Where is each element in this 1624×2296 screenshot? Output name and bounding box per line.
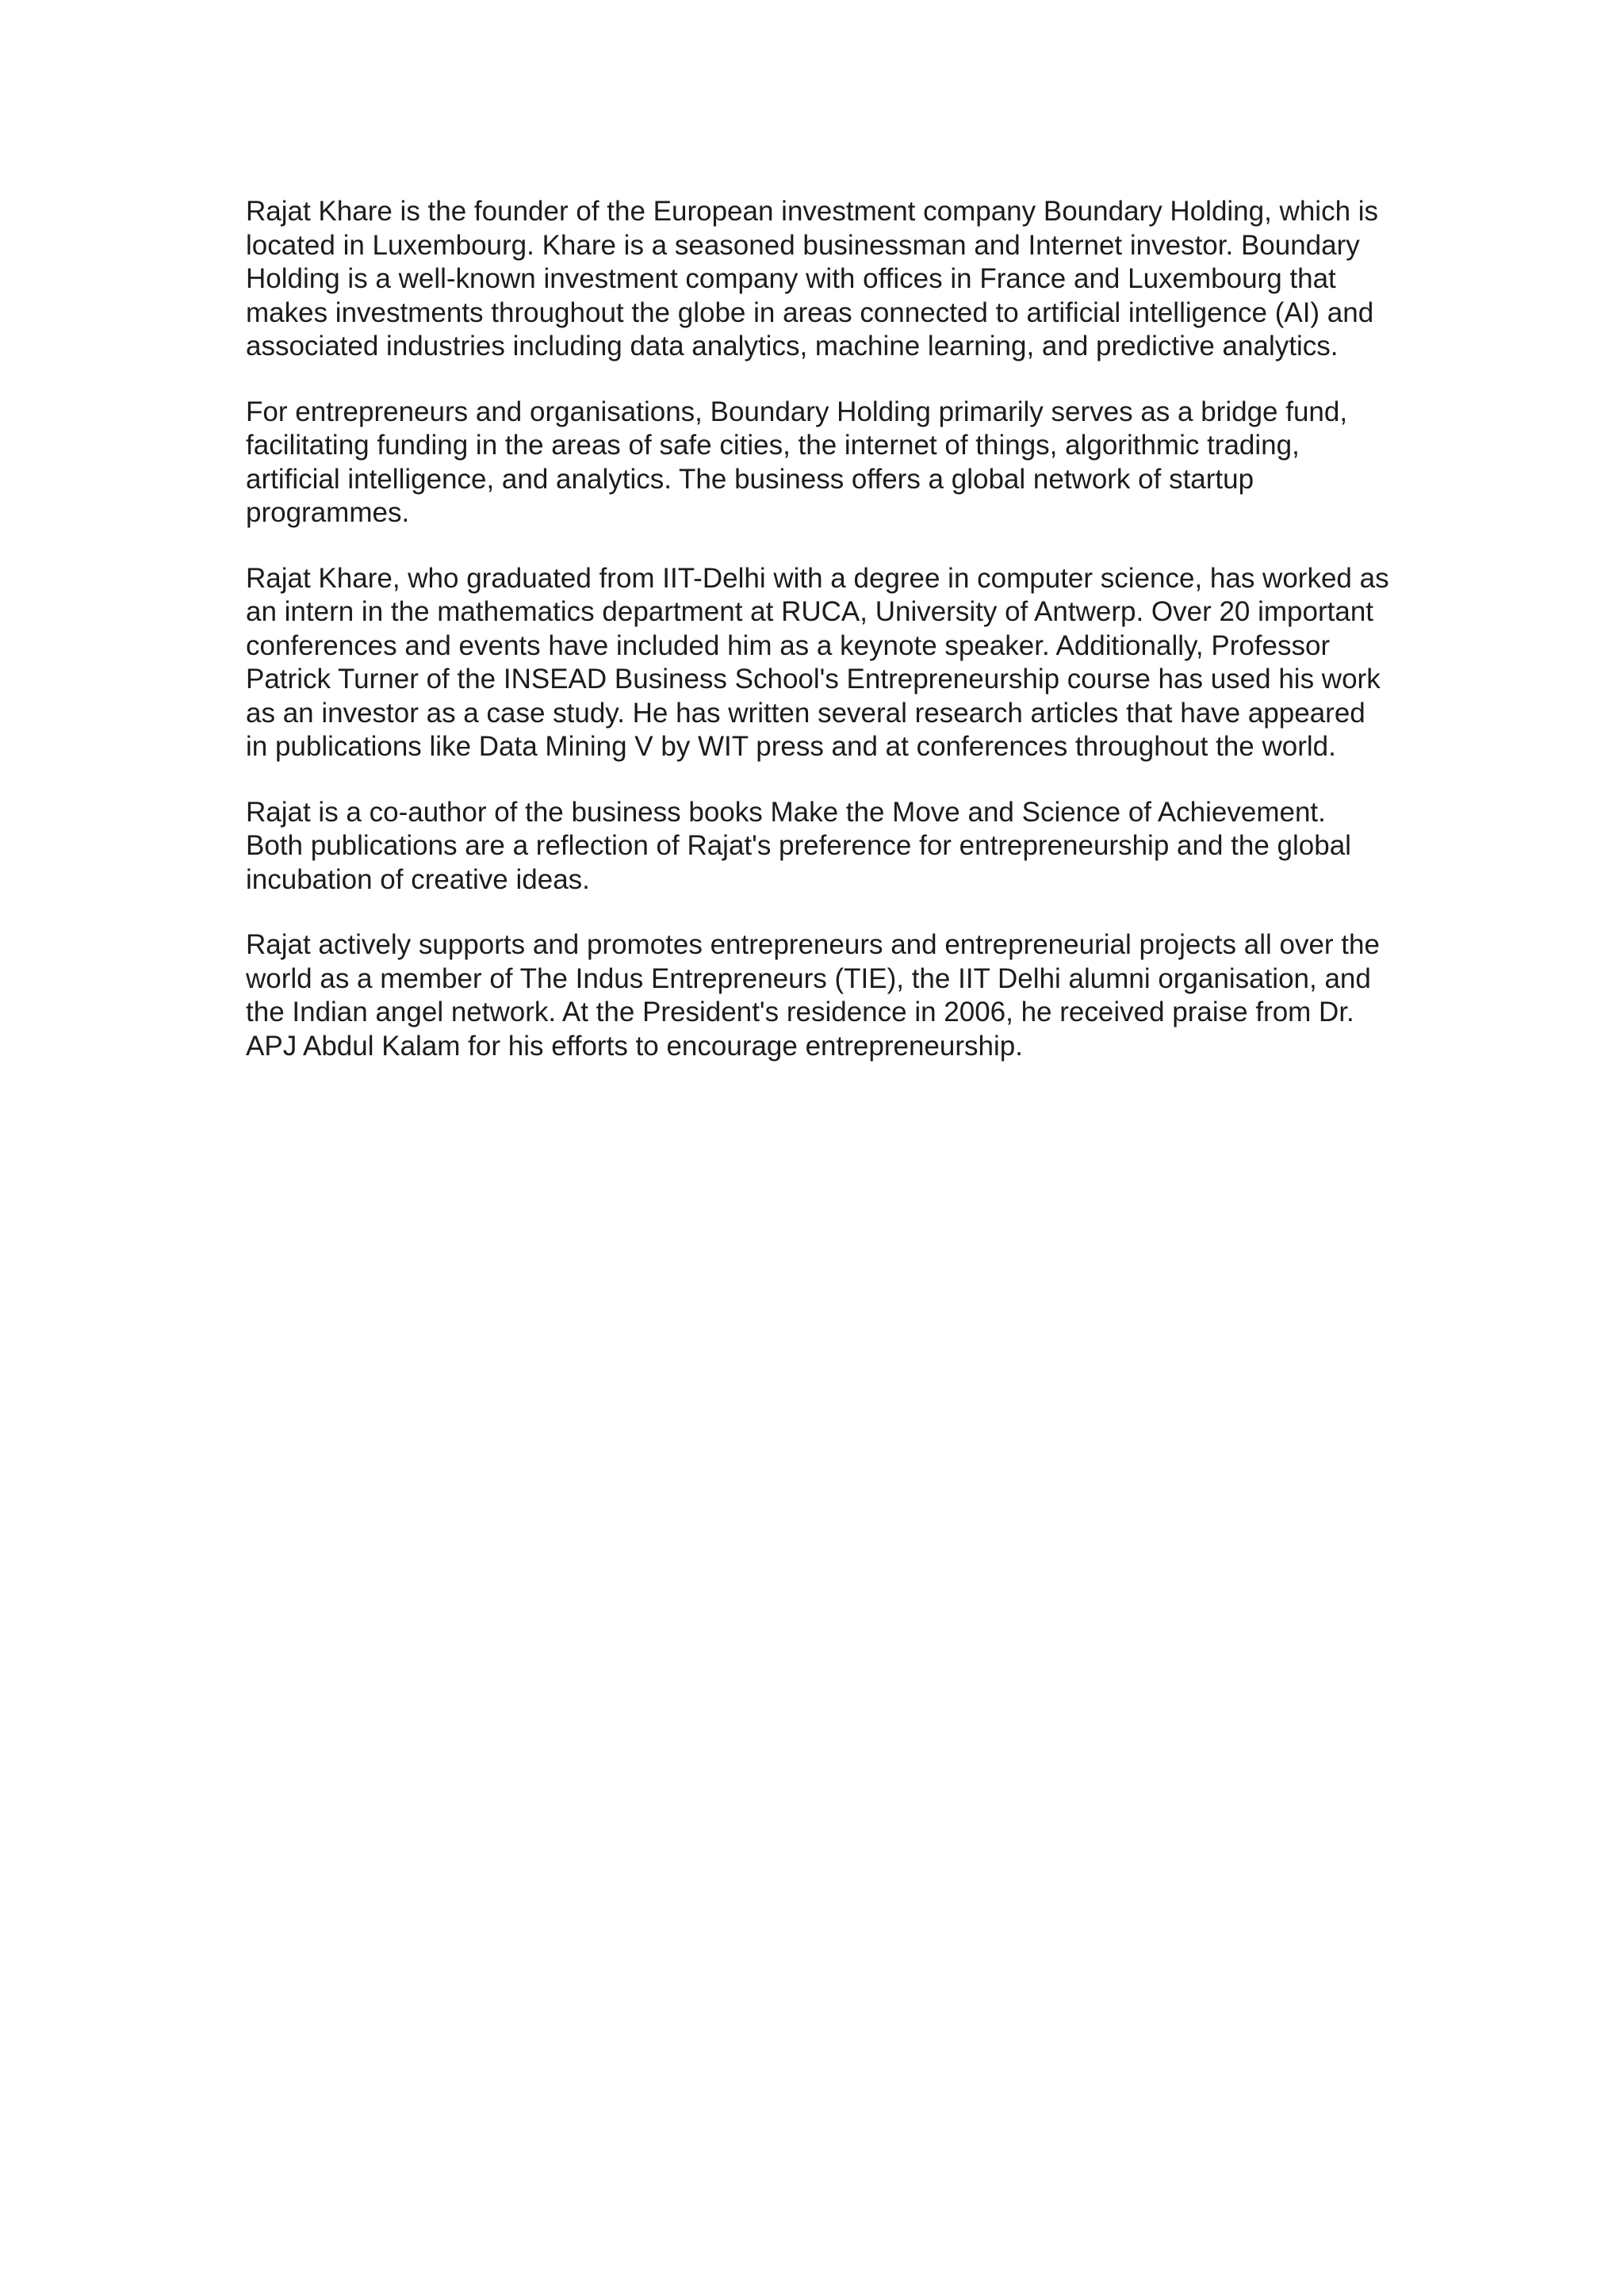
paragraph-line: makes investments throughout the globe in areas connected to artificial intelligence (AI) and	[246, 297, 1374, 328]
paragraph-line: Rajat actively supports and promotes entrepreneurs and entrepreneurial projects all over the	[246, 929, 1380, 960]
paragraph-line: facilitating funding in the areas of safe cities, the internet of things, algorithmic trading,	[246, 430, 1300, 461]
paragraph-line: artificial intelligence, and analytics. The business offers a global network of startup	[246, 463, 1254, 495]
paragraph-line: Both publications are a reflection of Rajat's preference for entrepreneurship and the global	[246, 830, 1351, 861]
paragraph-education	[246, 562, 1435, 764]
paragraph-line: the Indian angel network. At the President's residence in 2006, he received praise from Dr.	[246, 997, 1354, 1027]
paragraph-founder	[246, 195, 1435, 364]
paragraph-line: APJ Abdul Kalam for his efforts to encourage entrepreneurship.	[246, 1030, 1023, 1062]
paragraph-line: Rajat is a co-author of the business books Make the Move and Science of Achievement.	[246, 796, 1326, 828]
paragraph-line: Rajat Khare, who graduated from IIT-Delhi with a degree in computer science, has worked as	[246, 562, 1389, 594]
paragraph-line: Patrick Turner of the INSEAD Business School's Entrepreneurship course has used his work	[246, 664, 1381, 695]
paragraph-line: in publications like Data Mining V by WIT press and at conferences throughout the world.	[246, 731, 1336, 762]
paragraph-line: Rajat Khare is the founder of the European investment company Boundary Holding, which is	[246, 196, 1379, 227]
paragraph-line: as an investor as a case study. He has written several research articles that have appeared	[246, 697, 1365, 729]
paragraph-line: associated industries including data analytics, machine learning, and predictive analytics.	[246, 331, 1339, 362]
paragraph-line: incubation of creative ideas.	[246, 863, 590, 895]
paragraph-line: Holding is a well-known investment company with offices in France and Luxembourg that	[246, 263, 1336, 294]
paragraph-books	[246, 796, 1435, 897]
document-body	[246, 195, 1435, 1095]
paragraph-line: programmes.	[246, 497, 410, 528]
paragraph-line: For entrepreneurs and organisations, Boundary Holding primarily serves as a bridge fund,	[246, 396, 1348, 427]
paragraph-bridge-fund	[246, 396, 1435, 530]
paragraph-line: an intern in the mathematics department at RUCA, University of Antwerp. Over 20 important	[246, 596, 1374, 627]
paragraph-line: conferences and events have included him as a keynote speaker. Additionally, Professor	[246, 629, 1331, 661]
paragraph-support	[246, 928, 1435, 1063]
paragraph-line: world as a member of The Indus Entrepreneurs (TIE), the IIT Delhi alumni organisation, and	[246, 962, 1371, 994]
paragraph-line: located in Luxembourg. Khare is a seasoned businessman and Internet investor. Boundary	[246, 229, 1360, 261]
